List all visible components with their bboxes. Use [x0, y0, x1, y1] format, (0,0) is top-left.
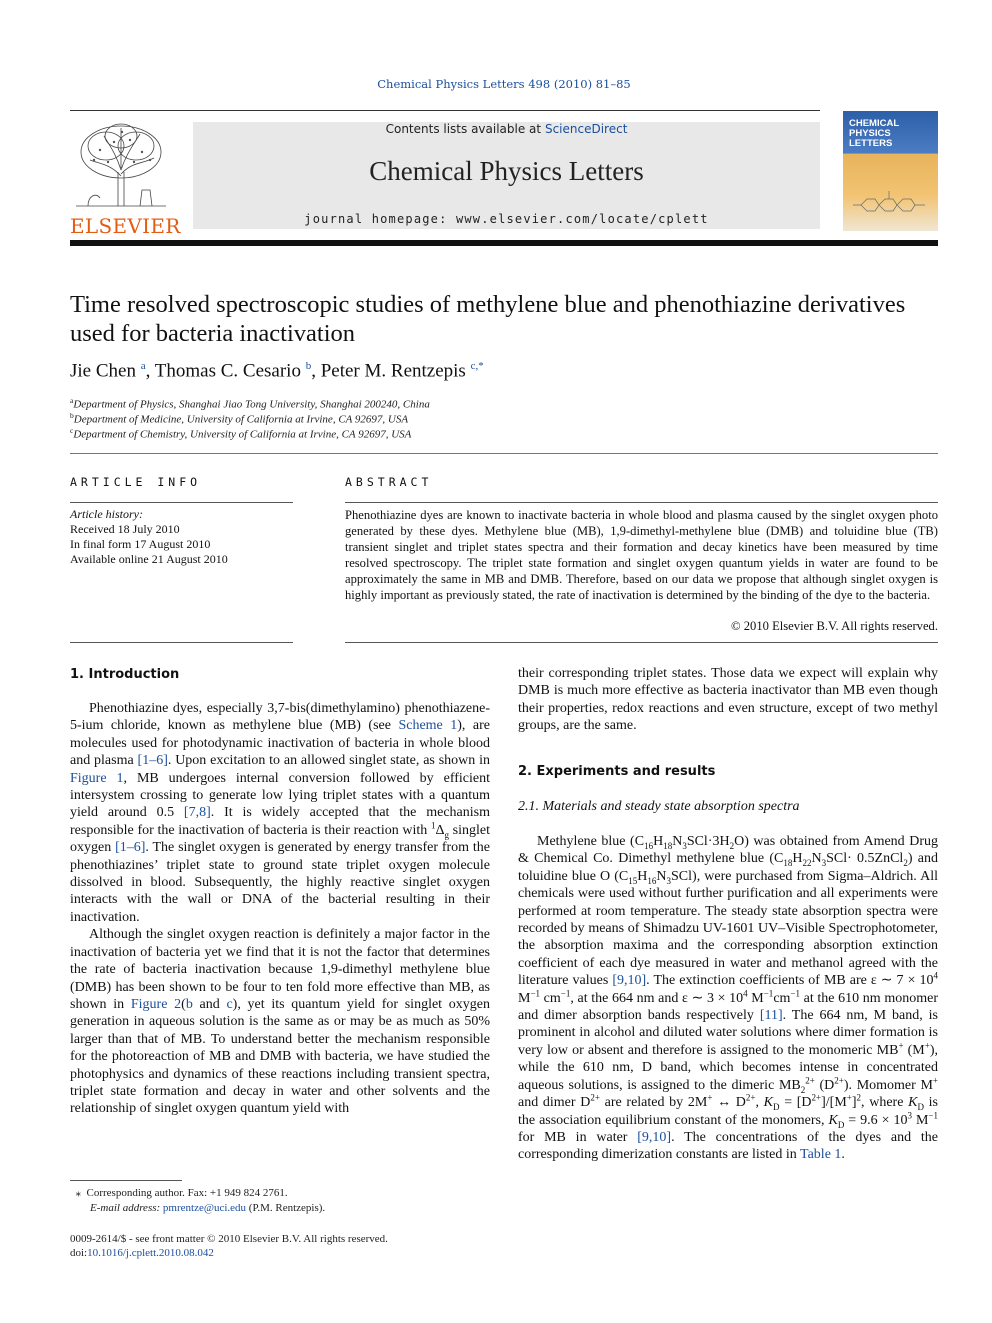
author-name[interactable]: Jie Chen [70, 360, 136, 382]
footnote: ⁎ Corresponding author. Fax: +1 949 824 2761. E-mail address: pmrentze@uci.edu (P.M. Rentzepis). [70, 1187, 326, 1214]
elsevier-logo[interactable] [70, 120, 181, 238]
sciencedirect-link[interactable]: ScienceDirect [544, 122, 628, 136]
section-heading: 1. Introduction [70, 667, 180, 682]
affiliation: $^a$Department of Physics, Shanghai Jiao Tong University, Shanghai 200240, China [70, 396, 430, 411]
abstract-rule [345, 502, 938, 503]
author-affil-link[interactable]: a [140, 360, 146, 372]
journal-homepage-link[interactable]: journal homepage: www.elsevier.com/locate/cplett [304, 212, 709, 226]
abstract-rule-bottom [345, 642, 938, 643]
contents-prefix: Contents lists available at [385, 122, 542, 136]
author-name[interactable]: Peter M. Rentzepis [320, 360, 466, 382]
article-info-heading: ARTICLE INFO [70, 475, 202, 489]
header-thick-rule [70, 240, 938, 246]
elsevier-tree-icon [70, 120, 172, 208]
journal-title: Chemical Physics Letters [369, 156, 644, 186]
ref-link[interactable]: [9,10] [637, 1129, 672, 1145]
paragraph: Methylene blue $(C_{16}H_{18}N_3SCl\cdot 3H_2O)$ was obtained from Amend Drug & Chemical Co. Dimethyl methylene blue ($C_{18}H_{22}N_3SCl\cdot$ 0.5ZnCl$_2$) and toluidine blue O $(C_{15}H_{16}N_3SCl)$, were purchased from Sigma–Aldrich. All chemicals were used without further purification and all experiments were performed at room temperature. The steady state absorption spectra were recorded by means of Shimadzu UV-1601 UV–Visible Spectrophotometer, the absorption maxima and the corresponding absorption extinction coefficient of each dye measured in water and methanol agreed with the literature values [9,10]. The extinction coefficients of MB are ε ∼ $7 \times 10^4$ $M^{-1}$ $cm^{-1}$, at the 664 nm and ε ∼ $3 \times 10^4$ $M^{-1}cm^{-1}$ at the 610 nm monomer and dimer absorption bands respectively [11]. The 664 nm, M band, is prominent in alcohol and diluted water solutions where dimer formation is very low or absent and therefore is assigned to the monomeric MB+ (M+), while the 610 nm, D band, which becomes intense in concentrated aqueous solutions, is assigned to the dimeric $MB_2^{2+}$ $(D^{2+})$. Momomer M+ and dimer $D^{2+}$ are related by 2M+ ↔ $D^{2+}$, $K_D = [D^{2+}]/[M^+]^2$, where $K_D$ is the association equilibrium constant of the monomers, $K_D = 9.6 \times 10^3$ $M^{-1}$ for MB in water [9,10]. The concentrations of the dyes and the corresponding dimerization constants are listed in Table 1. [518, 834, 938, 1163]
issn-line: 0009-2614/$ - see front matter © 2010 Elsevier B.V. All rights reserved. [70, 1233, 388, 1245]
journal-citation[interactable]: Chemical Physics Letters 498 (2010) 81–85 [377, 77, 631, 91]
ref-link[interactable]: [11] [759, 1008, 783, 1024]
received-date: Received 18 July 2010 [70, 522, 180, 536]
history-label: Article history: [70, 507, 143, 521]
author-affil-link[interactable]: b [305, 360, 312, 372]
article-title: Time resolved spectroscopic studies of methylene blue and phenothiazine derivatives used for bacteria inactivation [70, 291, 906, 347]
article-info-rule [70, 502, 293, 503]
doi-label: doi: [70, 1247, 88, 1259]
ref-link[interactable]: [9,10] [612, 973, 647, 989]
section-divider [70, 453, 938, 454]
affiliation: $^c$Department of Chemistry, University of California at Irvine, CA 92697, USA [70, 426, 412, 441]
ref-link[interactable]: [7,8] [183, 805, 211, 821]
subsection-heading: 2.1. Materials and steady state absorption spectra [518, 799, 800, 814]
cover-molecule-icon [851, 185, 931, 225]
scheme-1-link[interactable]: Scheme 1 [398, 718, 458, 734]
author-affil-link[interactable]: c,* [470, 360, 484, 372]
affiliation: $^b$Department of Medicine, University of California at Irvine, CA 92697, USA [70, 411, 409, 426]
footnote-divider [70, 1180, 182, 1181]
email-link[interactable]: pmrentze@uci.edu [162, 1202, 247, 1214]
figure-1-link[interactable]: Figure 1 [70, 770, 124, 786]
table-1-link[interactable]: Table 1 [800, 1147, 842, 1163]
right-column-body [518, 833, 938, 1164]
ref-link[interactable]: [1–6] [115, 840, 146, 856]
online-date: Available online 21 August 2010 [70, 552, 228, 566]
journal-header-box [193, 122, 820, 229]
abstract-heading: ABSTRACT [345, 475, 433, 489]
article-history [70, 507, 293, 567]
author-list: Jie Chen $^a$, Thomas C. Cesario $^b$, Peter M. Rentzepis $^{c,*}$ [70, 360, 484, 382]
cover-title: CHEMICAL PHYSICS LETTERS [849, 118, 900, 149]
paragraph: Phenothiazine dyes, especially 3,7-bis(dimethylamino) phenothiazene-5-ium chloride, known as methylene blue (MB) (see Scheme 1), are molecules used for photodynamic inactivation of bacteria in whole blood and plasma [1–6]. Upon excitation to an allowed singlet state, as shown in Figure 1, MB undergoes internal conversion followed by efficient intersystem crossing to generate low lying triplet states with a quantum yield around 0.5 [7,8]. It is widely accepted that the mechanism responsible for the inactivation of bacteria is their reaction with $^1\Delta_g$ singlet oxygen [1–6]. The singlet oxygen is generated by energy transfer from the phenothiazines’ triplet state to ground state triplet oxygen molecule dissolved in blood. Subsequently, the highly reactive singlet oxygen interacts with the wall or DNA of the bacterial resulting in their inactivation. [70, 701, 490, 925]
left-column-body [70, 700, 490, 1118]
header-divider [70, 110, 820, 111]
ref-link[interactable]: [1–6] [137, 753, 168, 769]
abstract-text: Phenothiazine dyes are known to inactivate bacteria in whole blood and plasma caused by the singlet oxygen photo generated by these dyes. Methylene blue (MB), 1,9-dimethyl-methylene blue (DMB) and toluidine blue (TB) transient singlet and triplet states spectra and their formation and decay kinetics have been measured by time resolved spectroscopy. The triplet state formation and singlet oxygen quantum yields in water are found to be approximately the same in MB and DMB. Therefore, based on our data we propose that although singlet oxygen is highly important as previously stated, the rate of inactivation is determined by the binding of the dye to the bacteria. [345, 508, 938, 602]
email-suffix: (P.M. Rentzepis). [248, 1202, 326, 1214]
article-info-rule-bottom [70, 642, 293, 643]
elsevier-wordmark: ELSEVIER [70, 214, 181, 238]
author-name[interactable]: Thomas C. Cesario [154, 360, 301, 382]
section-heading: 2. Experiments and results [518, 764, 716, 779]
abstract-copyright: © 2010 Elsevier B.V. All rights reserved. [731, 619, 938, 633]
revised-date: In final form 17 August 2010 [70, 537, 211, 551]
doi-link[interactable]: 10.1016/j.cplett.2010.08.042 [87, 1247, 214, 1259]
journal-cover-thumbnail[interactable] [843, 111, 938, 231]
right-column-continuation: their corresponding triplet states. Those data we expect will explain why DMB is much more effective as bacteria inactivator than MB even though their properties, redox reactions and even structure, except of two methyl groups, are the same. [518, 666, 938, 734]
corresponding-author: Corresponding author. Fax: +1 949 824 2761. [86, 1187, 288, 1199]
issn-doi-block [70, 1232, 388, 1260]
email-label: E-mail address: [90, 1202, 161, 1214]
contents-line [193, 122, 820, 136]
figure-2-link[interactable]: Figure 2 [130, 996, 182, 1012]
paragraph: Although the singlet oxygen reaction is definitely a major factor in the inactivation of bacteria yet we find that it is not the factor that determines the rate of bacteria inactivation because 1,9-dimethyl methylene blue (DMB) has been shown to be four to ten fold more effective than MB, as shown in Figure 2(b and c), yet its quantum yield for singlet oxygen generation in aqueous solution is the same as or may be as much as 50% larger than that of MB. To understand better the mechanism responsible for the photoreaction of MB and DMB with bacteria, we have studied the photophysics and dynamics of these reactions including transient spectra, triplet state formation and decay in water and other solvents and the relationship of singlet oxygen quantum yield with [70, 927, 490, 1117]
